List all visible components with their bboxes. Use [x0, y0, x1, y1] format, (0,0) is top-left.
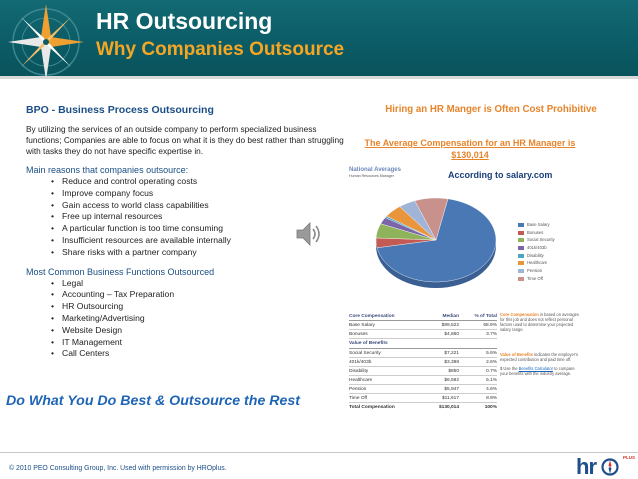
- logo-text: hr: [576, 454, 596, 479]
- table-cell: 4.6%: [486, 386, 497, 392]
- table-subheader: Value of Benefits: [349, 341, 388, 346]
- legend-swatch: [518, 223, 524, 227]
- pie-legend: [518, 221, 555, 283]
- bpo-heading: BPO - Business Process Outsourcing: [26, 104, 214, 116]
- table-cell: Pension: [349, 386, 367, 392]
- list-item: • HR Outsourcing: [62, 301, 346, 313]
- page-title: HR Outsourcing: [96, 8, 273, 34]
- source-note: According to salary.com: [448, 170, 553, 180]
- table-header: % of Total: [474, 313, 497, 319]
- list-item: • Call Centers: [62, 348, 346, 360]
- legend-item: [518, 229, 555, 237]
- list-item: • Accounting – Tax Preparation: [62, 289, 346, 301]
- compass-o-icon: [601, 458, 619, 476]
- table-cell: $6,592: [444, 377, 459, 383]
- table-row: [349, 376, 497, 385]
- note-text: to compare your benefits with the industry average.: [500, 366, 575, 376]
- legend-label: Bonuses: [527, 229, 544, 235]
- legend-label: 401k/403b: [527, 244, 547, 250]
- table-row: [349, 330, 497, 339]
- benefits-note: [500, 352, 580, 362]
- table-row: [349, 367, 497, 376]
- functions-list: [26, 278, 346, 361]
- table-cell: Healthcare: [349, 377, 373, 383]
- legend-item: [518, 275, 555, 283]
- legend-swatch: [518, 246, 524, 250]
- table-cell: 0.7%: [486, 368, 497, 374]
- table-header-row: [349, 312, 497, 321]
- legend-item: [518, 221, 555, 229]
- table-cell: $7,221: [444, 350, 459, 356]
- legend-item: [518, 252, 555, 260]
- table-cell: 100%: [484, 405, 497, 410]
- table-cell: Base Salary: [349, 322, 375, 328]
- reasons-heading: Main reasons that companies outsource:: [26, 165, 189, 175]
- compensation-table: [349, 312, 497, 412]
- list-item: • Gain access to world class capabilities: [62, 200, 346, 212]
- legend-swatch: [518, 254, 524, 258]
- note-heading: Core Compensation: [500, 312, 539, 317]
- national-averages-title: National Averages: [349, 167, 401, 173]
- note-text: is based on averages for this job and does not reflect personal factors used to determine your projected salary range.: [500, 312, 579, 332]
- table-header: Core Compensation: [349, 313, 395, 319]
- table-row: [349, 394, 497, 403]
- table-cell: Bonuses: [349, 331, 368, 337]
- table-header: Median: [442, 313, 459, 319]
- average-compensation-value: $130,014: [451, 150, 489, 160]
- legend-item: [518, 236, 555, 244]
- table-cell: 401k/403b: [349, 359, 372, 365]
- table-row: [349, 385, 497, 394]
- table-cell: $89,522: [441, 322, 459, 328]
- footer: [0, 452, 638, 479]
- table-cell: Disability: [349, 368, 369, 374]
- right-heading: Hiring an HR Manger is Often Cost Prohibitive: [385, 104, 597, 115]
- logo-plus: PLUS: [623, 455, 636, 460]
- average-compensation-line: The Average Compensation for an HR Manager is: [364, 138, 576, 148]
- table-row: [349, 321, 497, 330]
- list-item: • Website Design: [62, 325, 346, 337]
- list-item: • Improve company focus: [62, 188, 346, 200]
- table-cell: $850: [448, 368, 459, 374]
- table-cell: 2.6%: [486, 359, 497, 365]
- tagline: Do What You Do Best & Outsource the Rest: [6, 393, 301, 409]
- page-subtitle: Why Companies Outsource: [96, 39, 345, 60]
- bpo-description: By utilizing the services of an outside company to perform specialized business functions; Companies are able to focus on what it is they do best rather than struggling with tasks they do not have specific expertise in.: [26, 124, 344, 156]
- legend-swatch: [518, 261, 524, 265]
- note-heading: Value of Benefits: [500, 352, 533, 357]
- legend-swatch: [518, 238, 524, 242]
- compass-rose-icon: [6, 2, 86, 82]
- list-item: • A particular function is too time consuming: [62, 223, 346, 235]
- header-divider: [0, 76, 638, 79]
- header-banner: [0, 0, 638, 76]
- table-cell: Total Compensation: [349, 405, 395, 410]
- table-cell: 5.1%: [486, 377, 497, 383]
- calculator-note: [500, 366, 580, 376]
- legend-label: Healthcare: [527, 260, 548, 266]
- table-cell: 5.6%: [486, 350, 497, 356]
- average-compensation: [355, 137, 585, 161]
- list-item: • Insufficient resources are available internally: [62, 235, 346, 247]
- benefits-calculator-link[interactable]: Benefits Calculator: [518, 366, 554, 371]
- table-cell: $130,014: [438, 405, 459, 410]
- table-cell: $11,617: [442, 395, 459, 401]
- table-row: [349, 358, 497, 367]
- table-cell: $5,947: [444, 386, 459, 392]
- list-item: • Reduce and control operating costs: [62, 176, 346, 188]
- table-cell: 8.9%: [486, 395, 497, 401]
- table-total-row: [349, 403, 497, 412]
- speaker-icon[interactable]: [294, 219, 324, 249]
- legend-label: Pension: [527, 267, 543, 273]
- compensation-pie-chart: [372, 194, 500, 294]
- table-cell: Time Off: [349, 395, 368, 401]
- list-item: • Free up internal resources: [62, 211, 346, 223]
- legend-label: Time Off: [527, 275, 543, 281]
- national-averages-subtitle: Human Resources Manager: [349, 174, 394, 178]
- core-compensation-note: [500, 312, 580, 332]
- legend-item: [518, 244, 555, 252]
- table-cell: $3,398: [444, 359, 459, 365]
- table-cell: Social Security: [349, 350, 381, 356]
- copyright-text: © 2010 PEO Consulting Group, Inc. Used with permission by HROplus.: [9, 465, 227, 472]
- list-item: • Legal: [62, 278, 346, 290]
- functions-heading: Most Common Business Functions Outsourced: [26, 266, 215, 277]
- table-notes: [500, 312, 580, 376]
- table-cell: 3.7%: [486, 331, 497, 337]
- legend-label: Social Security: [527, 237, 555, 243]
- table-subheader-row: [349, 339, 497, 349]
- legend-item: [518, 267, 555, 275]
- legend-label: Base Salary: [527, 221, 550, 227]
- legend-swatch: [518, 269, 524, 273]
- hroplus-logo: [576, 454, 636, 479]
- legend-label: Disability: [527, 252, 544, 258]
- legend-swatch: [518, 231, 524, 235]
- note-text: $ Use the: [500, 366, 518, 371]
- legend-item: [518, 259, 555, 267]
- list-item: • IT Management: [62, 337, 346, 349]
- legend-swatch: [518, 277, 524, 281]
- list-item: • Share risks with a partner company: [62, 247, 346, 259]
- list-item: • Marketing/Advertising: [62, 313, 346, 325]
- table-row: [349, 349, 497, 358]
- table-cell: $4,860: [444, 331, 459, 337]
- table-cell: 68.9%: [483, 322, 497, 328]
- note-text: indicates the employer's expected contribution and paid time off.: [500, 352, 578, 362]
